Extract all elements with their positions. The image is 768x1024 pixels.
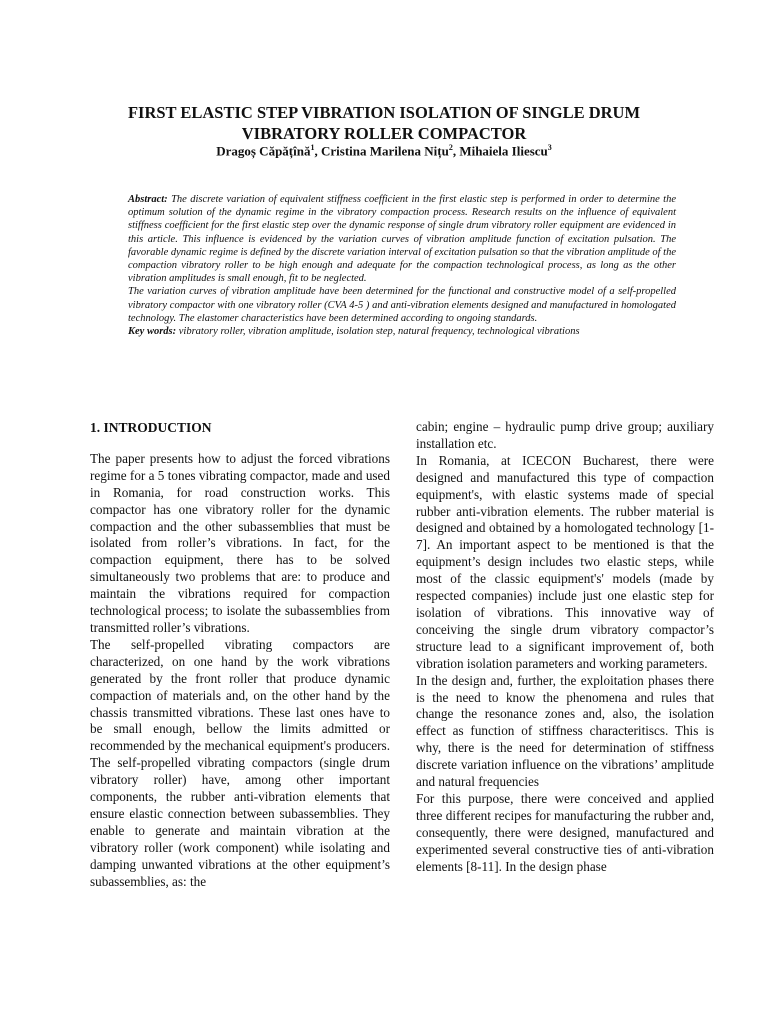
body-paragraph: cabin; engine – hydraulic pump drive group; auxiliary installation etc.: [416, 419, 714, 451]
left-column: [90, 418, 390, 890]
abstract-text: The discrete variation of equivalent stiffness coefficient in the first elastic step is performed in order to determine the optimum solution of the dynamic regime in the vibratory compaction process. Research results on the influence of equivalent stiffness coefficient for the first elastic step over the dynamic response of single drum vibratory roller equipment are evidenced in this article. This influence is evidenced by the variation curves of vibration amplitude function of excitation pulsation. The favorable dynamic regime is defined by the discrete variation interval of excitation pulsation so that the vibration amplitude of the compaction vibratory roller to be high enough and adequate for the compaction technological process, as long as the other vibration amplitudes is small enough, fit to be neglected.: [128, 194, 677, 285]
body-paragraph: In the design and, further, the exploitation phases there is the need to know the phenomena and rules that change the resonance zones and, also, the isolation effect as function of stiffness characteritiscs. This is why, there is the need for determination of stiffness discrete variation influence on the vibrations’ amplitude and natural frequencies: [416, 672, 714, 790]
abstract-text: The variation curves of vibration amplitude have been determined for the functional and constructive model of a self-propelled vibratory compactor with one vibratory roller (CVA 4-5 ) and anti-vibration elements designed and manufactured in homologated technology. The elastomer characteristics have been determined according to ongoing standards.: [128, 286, 676, 324]
author-name: Dragoș Căpățînă: [216, 143, 311, 159]
body-paragraph: In Romania, at ICECON Bucharest, there were designed and manufactured this type of compaction equipment's, with elastic systems made of special rubber anti-vibration elements. The rubber material is designed and obtained by a homologated technology [1-7]. An important aspect to be mentioned is that the equipment’s design includes two elastic steps, while most of the classic equipment's' models (made by respected companies) include just one elastic step for isolation of vibrations. This innovative way of conceiving the single drum vibratory compactor’s structure lead to a significant improvement of, both vibration isolation parameters and working parameters.: [416, 452, 714, 671]
keywords-label: Key words:: [128, 326, 177, 338]
section-heading: 1. INTRODUCTION: [90, 420, 212, 435]
author-name: Cristina Marilena Nițu: [320, 143, 449, 159]
body-paragraph: For this purpose, there were conceived and applied three different recipes for manufacturing the rubber and, consequently, there were designed, manufactured and experimented several constructive ties of anti-vibration elements [8-11]. In the design phase: [416, 790, 714, 874]
paper-title-line-1: FIRST ELASTIC STEP VIBRATION ISOLATION OF SINGLE DRUM: [127, 103, 641, 122]
right-column: [416, 419, 714, 875]
abstract-paragraph: [128, 193, 676, 285]
author-affiliation: 1: [310, 143, 315, 152]
paper-title-line-2: VIBRATORY ROLLER COMPACTOR: [241, 124, 527, 143]
abstract-paragraph: [128, 285, 676, 325]
author-name: Mihaiela Iliescu: [459, 143, 548, 159]
author-affiliation: 2: [448, 143, 453, 152]
abstract-block: [128, 193, 676, 338]
author-list: Dragoș Căpățînă$^1$, Cristina Marilena Nițu$^2$, Mihaiela Iliescu$^3$: [216, 143, 552, 159]
body-paragraph: The paper presents how to adjust the forced vibrations regime for a 5 tones vibrating compactor, made and used in Romania, for road construction works. This compactor has one vibratory roller for the dynamic compaction and the other subassemblies that must be isolated from roller’s vibrations. In fact, for the compaction equipment, there has to be solved simultaneously two problems that are: to produce and maintain the vibrations required for compaction technological process; to isolate the subassemblies from transmitted roller’s vibrations.: [90, 450, 390, 635]
abstract-label: Abstract:: [128, 194, 168, 205]
body-paragraph: The self-propelled vibrating compactors are characterized, on one hand by the work vibrations generated by the front roller that produce dynamic compaction of materials and, on the other hand by the chassis transmitted vibrations. These last ones have to be small enough, bellow the limits admitted or recommended by the mechanical equipment's producers. The self-propelled vibrating compactors (single drum vibratory roller) have, among other important components, the rubber anti-vibration elements that ensure elastic connection between subassemblies. They enable to generate and maintain vibration at the vibratory roller (work component) while isolating and damping unwanted vibrations at the other equipment’s subassemblies, as: the: [90, 636, 390, 889]
author-affiliation: 3: [547, 143, 552, 152]
keywords-text: vibratory roller, vibration amplitude, isolation step, natural frequency, technological vibrations: [178, 326, 580, 338]
keywords-paragraph: [128, 325, 676, 338]
